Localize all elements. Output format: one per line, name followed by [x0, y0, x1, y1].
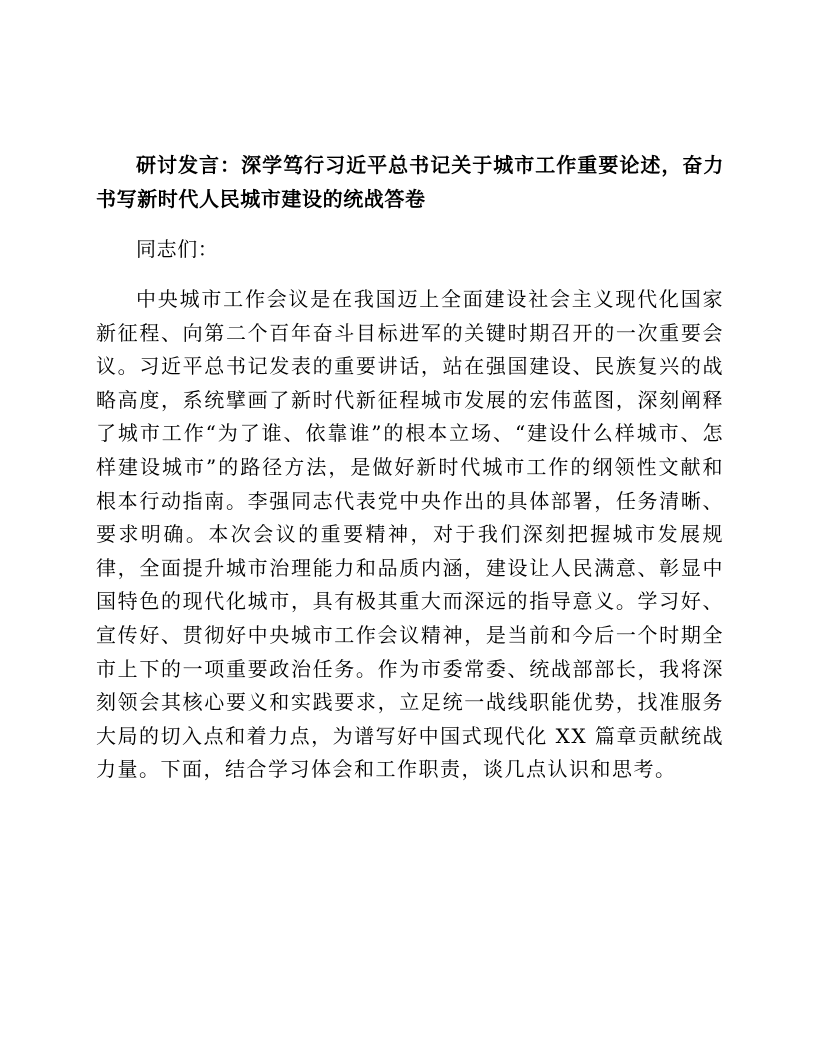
body-paragraph: 中央城市工作会议是在我国迈上全面建设社会主义现代化国家新征程、向第二个百年奋斗目标进军的关键时期召开的一次重要会议。习近平总书记发表的重要讲话，站在强国建设、民族复兴的战略高度，系统擘画了新时代新征程城市发展的宏伟蓝图，深刻阐释了城市工作“为了谁、依靠谁”的根本立场、“建设什么样城市、怎样建设城市”的路径方法，是做好新时代城市工作的纲领性文献和根本行动指南。李强同志代表党中央作出的具体部署，任务清晰、要求明确。本次会议的重要精神，对于我们深刻把握城市发展规律，全面提升城市治理能力和品质内涵，建设让人民满意、彰显中国特色的现代化城市，具有极其重大而深远的指导意义。学习好、宣传好、贯彻好中央城市工作会议精神，是当前和今后一个时期全市上下的一项重要政治任务。作为市委常委、统战部部长，我将深刻领会其核心要义和实践要求，立足统一战线职能优势，找准服务大局的切入点和着力点，为谱写好中国式现代化 XX 篇章贡献统战力量。下面，结合学习体会和工作职责，谈几点认识和思考。 [96, 287, 724, 782]
document-body [96, 148, 724, 787]
greeting-line: 同志们： [136, 237, 219, 261]
document-title: 研讨发言：深学笃行习近平总书记关于城市工作重要论述，奋力书写新时代人民城市建设的统战答卷 [96, 153, 724, 211]
